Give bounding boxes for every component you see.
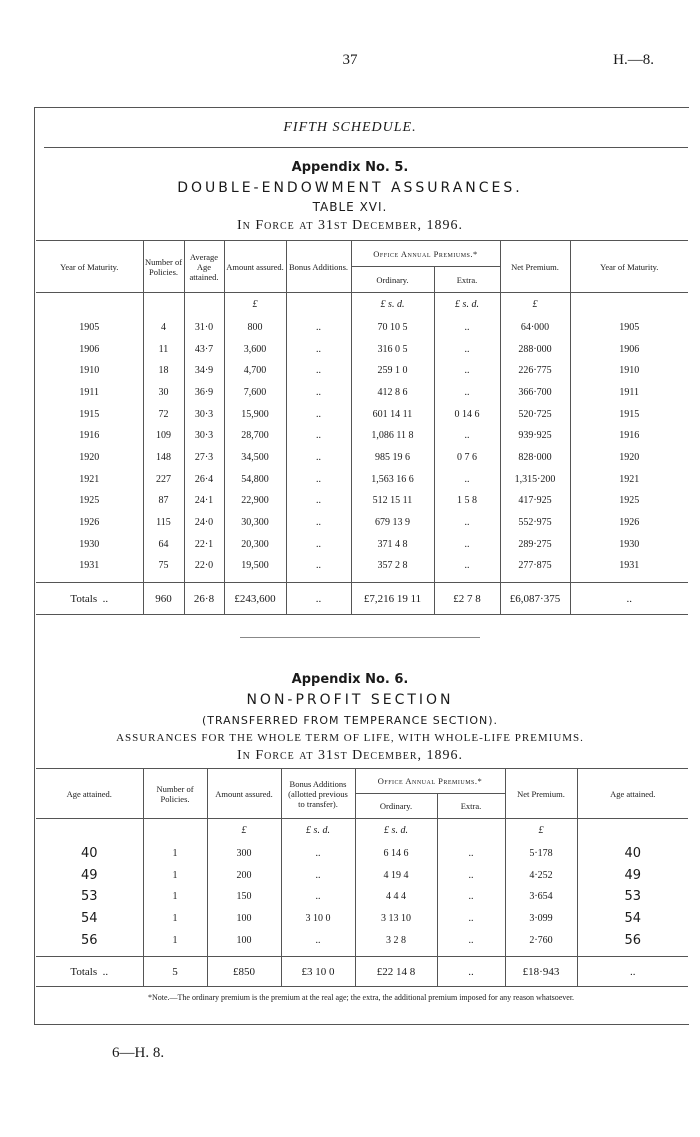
header-number-of-policies: Number of Policies. [143,241,184,293]
table-row [36,425,688,447]
np-table-row-age: 49 [80,867,98,883]
appendix-6-in-force: In Force at 31st December, 1896. [236,748,464,763]
np-table-row-number: 1 [143,843,207,865]
table-row-extra: .. [434,382,500,404]
table-row-ordinary: 601 14 11 [351,403,434,425]
table-row-number: 115 [143,512,184,534]
table-row-bonus: .. [286,382,351,404]
section-divider [240,637,480,638]
np-totals-age: .. [577,957,688,987]
np-totals-number: 5 [143,957,207,987]
totals-amount: £243,600 [224,583,286,615]
table-row-amount: 3,600 [224,338,286,360]
table-non-profit-body [36,819,688,957]
table-row [36,382,688,404]
header-office-premiums: Office Annual Premiums.* [351,241,500,267]
table-row-ordinary: 1,086 11 8 [351,425,434,447]
np-totals-ordinary: £22 14 8 [355,957,437,987]
totals-year: .. [570,583,688,615]
table-row-age: 34·9 [184,360,224,382]
totals-net: £6,087·375 [500,583,570,615]
totals-row [36,583,688,615]
table-row-bonus: .. [286,490,351,512]
np-table-row [36,843,688,865]
table-row-year2: 1911 [570,382,688,404]
table-row-age: 30·3 [184,425,224,447]
schedule-title: FIFTH SCHEDULE. [283,120,417,135]
table-row-net: 277·875 [500,555,570,577]
np-table-row-bonus: .. [281,886,355,908]
np-table-row-bonus: 3 10 0 [281,908,355,930]
table-non-profit [36,768,688,987]
table-row-age: 24·1 [184,490,224,512]
totals-number: 960 [143,583,184,615]
table-row-extra: 0 7 6 [434,447,500,469]
appendix-6-subtitle: (TRANSFERRED FROM TEMPERANCE SECTION). [201,714,499,727]
np-unit-amount: £ [207,819,281,843]
np-table-row-net: 3·099 [505,908,577,930]
np-table-row-ordinary: 3 13 10 [355,908,437,930]
header-ordinary: Ordinary. [351,267,434,293]
table-row-age: 30·3 [184,403,224,425]
table-row-net: 417·925 [500,490,570,512]
table-row-year2: 1926 [570,512,688,534]
table-row-number: 4 [143,317,184,339]
table-row [36,338,688,360]
table-row-age: 22·1 [184,533,224,555]
np-header-bonus: Bonus Additions (allotted previous to transfer). [281,769,355,819]
table-row-number: 72 [143,403,184,425]
table-row-year2: 1905 [570,317,688,339]
table-row-year: 1931 [79,560,100,572]
appendix-5-title: DOUBLE-ENDOWMENT ASSURANCES. [177,180,523,196]
np-totals-bonus: £3 10 0 [281,957,355,987]
table-row-bonus: .. [286,425,351,447]
table-row-amount: 34,500 [224,447,286,469]
unit-ordinary: £ s. d. [351,293,434,317]
table-row-ordinary: 357 2 8 [351,555,434,577]
table-row-extra: 1 5 8 [434,490,500,512]
table-row [36,317,688,339]
table-row-year: 1906 [79,343,100,355]
table-row-ordinary: 70 10 5 [351,317,434,339]
table-row-number: 148 [143,447,184,469]
np-header-net: Net Premium. [505,769,577,819]
np-table-row-age2: 49 [577,864,688,886]
unit-amount: £ [224,293,286,317]
np-table-row-bonus: .. [281,864,355,886]
np-table-row-amount: 100 [207,929,281,951]
totals-age: 26·8 [184,583,224,615]
table-row-amount: 22,900 [224,490,286,512]
np-table-row-ordinary: 4 19 4 [355,864,437,886]
table-row-age: 43·7 [184,338,224,360]
unit-net: £ [500,293,570,317]
table-row-year2: 1915 [570,403,688,425]
table-row-net: 64·000 [500,317,570,339]
table-row-ordinary: 371 4 8 [351,533,434,555]
np-table-row-ordinary: 3 2 8 [355,929,437,951]
table-row-ordinary: 412 8 6 [351,382,434,404]
np-table-row-extra: .. [437,843,505,865]
np-totals-amount: £850 [207,957,281,987]
table-row-bonus: .. [286,468,351,490]
table-row-amount: 28,700 [224,425,286,447]
np-table-row-extra: .. [437,886,505,908]
table-row-net: 828·000 [500,447,570,469]
table-row-year: 1915 [79,408,100,420]
np-table-row-age2: 53 [577,886,688,908]
table-row-amount: 19,500 [224,555,286,577]
table-row [36,403,688,425]
page-footer: 6—H. 8. [112,1045,165,1061]
np-table-row-age2: 40 [577,843,688,865]
table-row-year2: 1920 [570,447,688,469]
table-row-age: 27·3 [184,447,224,469]
table-row-net: 226·775 [500,360,570,382]
table-row-amount: 15,900 [224,403,286,425]
table-row-extra: .. [434,317,500,339]
header-extra: Extra. [434,267,500,293]
totals-ordinary: £7,216 19 11 [351,583,434,615]
np-header-amount: Amount assured. [207,769,281,819]
table-row-age: 24·0 [184,512,224,534]
table-xvi [36,240,688,615]
np-totals-label: Totals .. [36,957,143,987]
table-row-net: 289·275 [500,533,570,555]
table-row-year2: 1925 [570,490,688,512]
np-table-row-net: 4·252 [505,864,577,886]
totals-extra: £2 7 8 [434,583,500,615]
np-table-row-extra: .. [437,908,505,930]
table-row-ordinary: 259 1 0 [351,360,434,382]
table-row [36,360,688,382]
np-table-row-bonus: .. [281,929,355,951]
table-row-year: 1916 [79,430,100,442]
np-table-row [36,886,688,908]
appendix-5-table-name: TABLE XVI. [312,200,388,214]
table-row-bonus: .. [286,512,351,534]
table-row-year: 1930 [79,538,100,550]
appendix-5-in-force: In Force at 31st December, 1896. [236,218,464,233]
table-row-amount: 4,700 [224,360,286,382]
np-header-age-right: Age attained. [577,769,688,819]
np-table-row [36,908,688,930]
table-row-year2: 1921 [570,468,688,490]
table-row-net: 552·975 [500,512,570,534]
np-table-row-amount: 200 [207,864,281,886]
header-net-premium: Net Premium. [500,241,570,293]
np-table-row-net: 5·178 [505,843,577,865]
table-row-ordinary: 1,563 16 6 [351,468,434,490]
table-row-ordinary: 985 19 6 [351,447,434,469]
appendix-6-heading: Appendix No. 6. [291,672,409,687]
table-row-net: 939·925 [500,425,570,447]
np-table-row-net: 3·654 [505,886,577,908]
table-row-amount: 54,800 [224,468,286,490]
table-row [36,533,688,555]
np-table-row-net: 2·760 [505,929,577,951]
np-table-row-ordinary: 4 4 4 [355,886,437,908]
np-table-row-bonus: .. [281,843,355,865]
table-row-extra: .. [434,360,500,382]
np-header-extra: Extra. [437,794,505,819]
totals-label: Totals .. [36,583,143,615]
table-xvi-body [36,293,688,583]
table-row-year: 1911 [79,386,100,398]
np-table-row-age: 40 [80,845,98,861]
np-table-row-age: 56 [80,932,98,948]
table-row-extra: .. [434,555,500,577]
table-row-number: 87 [143,490,184,512]
np-table-row-number: 1 [143,929,207,951]
np-table-row-ordinary: 6 14 6 [355,843,437,865]
table-row [36,468,688,490]
np-header-number: Number of Policies. [143,769,207,819]
table-row-age: 36·9 [184,382,224,404]
table-row-extra: .. [434,533,500,555]
table-row-number: 227 [143,468,184,490]
np-header-office: Office Annual Premiums.* [355,769,505,794]
table-row-bonus: .. [286,447,351,469]
np-header-age: Age attained. [36,769,143,819]
table-row-amount: 20,300 [224,533,286,555]
header-year-of-maturity-right: Year of Maturity. [570,241,688,293]
table-row-year: 1910 [79,365,100,377]
table-row-ordinary: 316 0 5 [351,338,434,360]
table-row-number: 11 [143,338,184,360]
table-row-amount: 30,300 [224,512,286,534]
table-row-number: 18 [143,360,184,382]
table-row-bonus: .. [286,555,351,577]
np-units-row [36,819,688,843]
table-row-number: 64 [143,533,184,555]
np-unit-ordinary: £ s. d. [355,819,437,843]
np-table-row-number: 1 [143,864,207,886]
np-table-row [36,929,688,951]
np-table-row-extra: .. [437,929,505,951]
table-row-number: 30 [143,382,184,404]
table-row-bonus: .. [286,533,351,555]
table-row-net: 366·700 [500,382,570,404]
appendix-6-title: NON-PROFIT SECTION [246,692,454,708]
table-row-ordinary: 512 15 11 [351,490,434,512]
table-row-extra: .. [434,512,500,534]
table-row-number: 75 [143,555,184,577]
table-row-bonus: .. [286,403,351,425]
np-unit-bonus: £ s. d. [281,819,355,843]
page-number: 37 [342,52,358,68]
np-unit-net: £ [505,819,577,843]
table-row-age: 22·0 [184,555,224,577]
unit-extra: £ s. d. [434,293,500,317]
units-row [36,293,688,317]
table-row-extra: .. [434,425,500,447]
header-bonus-additions: Bonus Additions. [286,241,351,293]
table-row-year2: 1906 [570,338,688,360]
table-row-extra: .. [434,338,500,360]
table-row-year: 1921 [79,473,100,485]
page-reference: H.—8. [613,52,654,68]
table-row-year2: 1931 [570,555,688,577]
table-row-ordinary: 679 13 9 [351,512,434,534]
np-table-row-age: 54 [80,910,98,926]
np-totals-row [36,957,688,987]
table-row-year: 1905 [79,321,100,333]
header-year-of-maturity: Year of Maturity. [36,241,143,293]
table-row-year: 1925 [79,495,100,507]
table-row-year: 1926 [79,517,100,529]
np-table-row-extra: .. [437,864,505,886]
table-row-extra: .. [434,468,500,490]
np-table-row-amount: 150 [207,886,281,908]
table-row-amount: 800 [224,317,286,339]
table-row-year2: 1910 [570,360,688,382]
np-table-row-age2: 56 [577,929,688,951]
np-table-row [36,864,688,886]
appendix-6-subtitle-2: ASSURANCES FOR THE WHOLE TERM OF LIFE, WITH WHOLE-LIFE PREMIUMS. [116,732,584,744]
np-table-row-age: 53 [80,889,98,905]
table-row-bonus: .. [286,317,351,339]
table-row-year: 1920 [79,451,100,463]
table-row-net: 1,315·200 [500,468,570,490]
np-header-ordinary: Ordinary. [355,794,437,819]
table-row-age: 26·4 [184,468,224,490]
table-row-year2: 1930 [570,533,688,555]
np-totals-net: £18·943 [505,957,577,987]
np-table-row-number: 1 [143,886,207,908]
np-table-row-amount: 100 [207,908,281,930]
footnote: *Note.—The ordinary premium is the premium at the real age; the extra, the additional premium imposed for any reason whatsoever. [147,993,575,1002]
table-row [36,447,688,469]
np-table-row-age2: 54 [577,908,688,930]
table-row-bonus: .. [286,338,351,360]
totals-bonus: .. [286,583,351,615]
table-row [36,512,688,534]
table-row-bonus: .. [286,360,351,382]
table-row-number: 109 [143,425,184,447]
table-row-net: 520·725 [500,403,570,425]
table-row [36,490,688,512]
header-average-age: Average Age attained. [184,241,224,293]
header-amount-assured: Amount assured. [224,241,286,293]
table-row [36,555,688,577]
table-row-amount: 7,600 [224,382,286,404]
appendix-5-heading: Appendix No. 5. [291,160,409,175]
table-row-net: 288·000 [500,338,570,360]
np-table-row-amount: 300 [207,843,281,865]
table-row-year2: 1916 [570,425,688,447]
table-row-extra: 0 14 6 [434,403,500,425]
table-row-age: 31·0 [184,317,224,339]
title-rule [44,147,688,148]
np-totals-extra: .. [437,957,505,987]
np-table-row-number: 1 [143,908,207,930]
